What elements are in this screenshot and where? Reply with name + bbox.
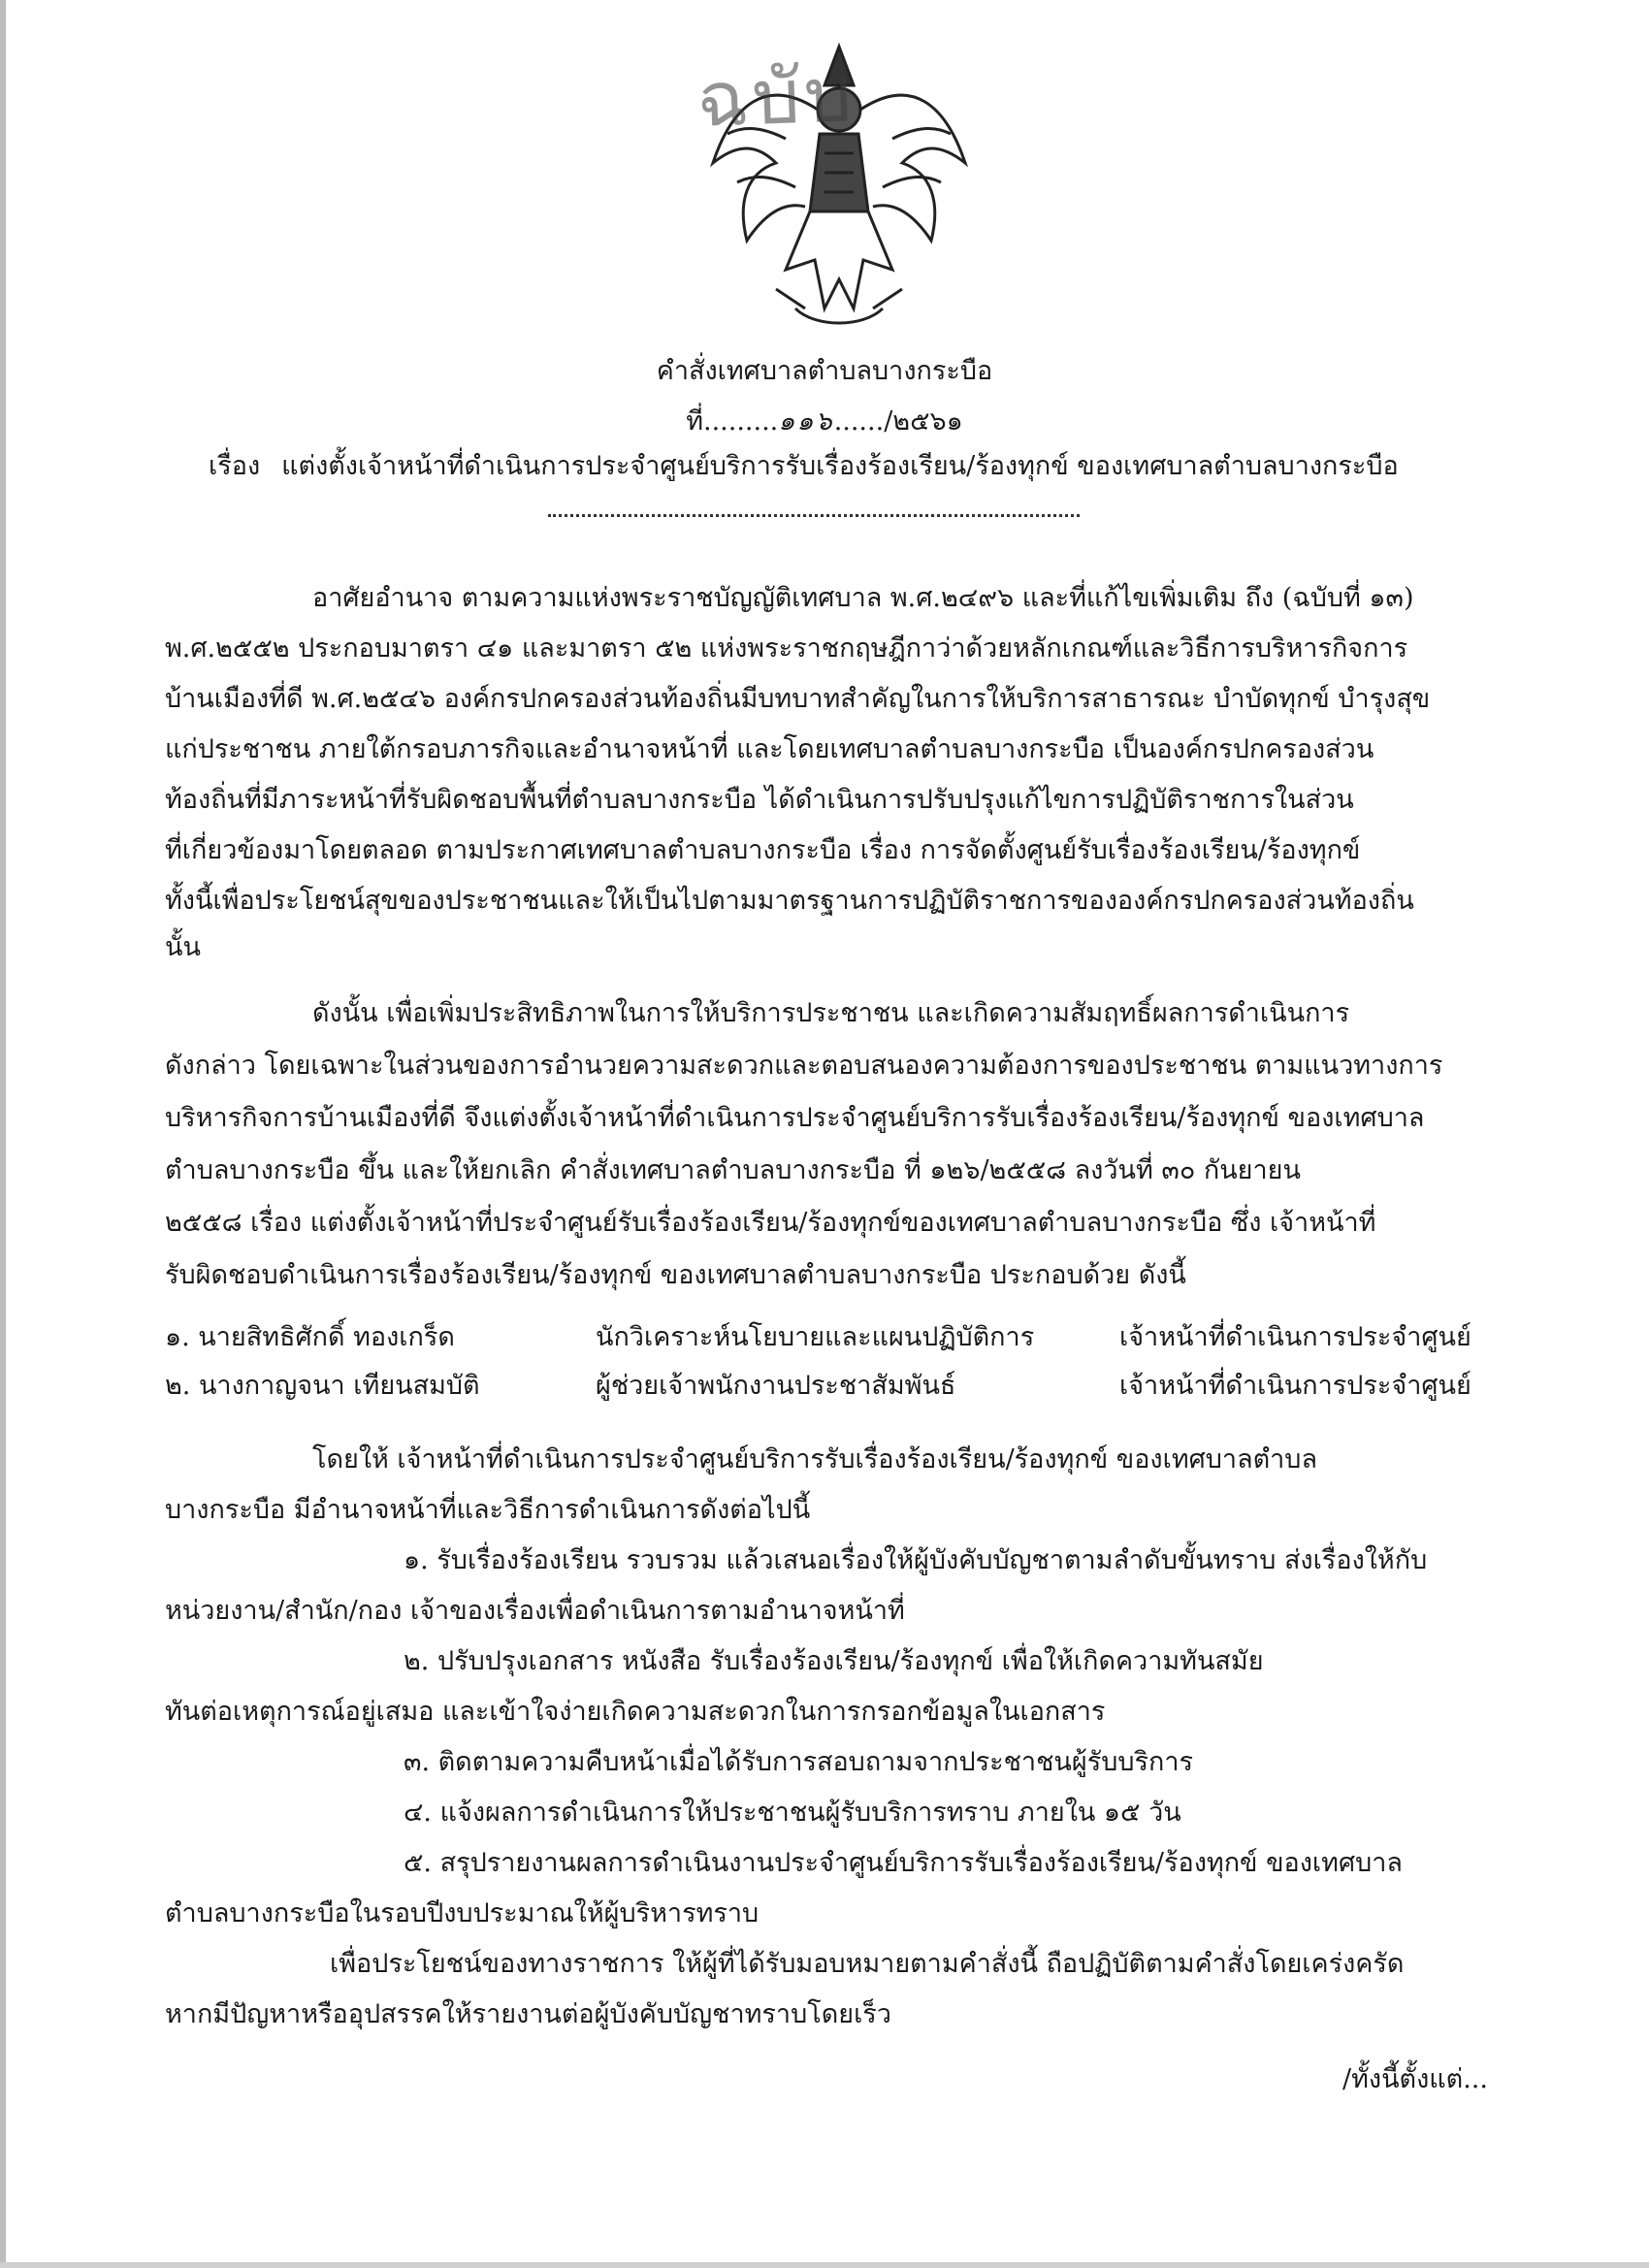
- scan-edge-left: [0, 0, 6, 2268]
- paragraph-line: บริหารกิจการบ้านเมืองที่ดี จึงแต่งตั้งเจ้าหน้าที่ดำเนินการประจำศูนย์บริการรับเรื่องร้องเรียน/ร้องทุกข์ ของเทศบาล: [165, 1103, 1425, 1133]
- order-year: /๒๕๖๑: [884, 406, 963, 437]
- staff-role: เจ้าหน้าที่ดำเนินการประจำศูนย์: [1119, 1371, 1471, 1401]
- duty-item: ๔. แจ้งผลการดำเนินการให้ประชาชนผู้รับบริการทราบ ภายใน ๑๕ วัน: [404, 1798, 1181, 1828]
- paragraph-line: ดังกล่าว โดยเฉพาะในส่วนของการอำนวยความสะดวกและตอบสนองความต้องการของประชาชน ตามแนวทางการ: [165, 1051, 1443, 1081]
- scan-edge-bottom: [0, 2262, 1649, 2268]
- paragraph-line: โดยให้ เจ้าหน้าที่ดำเนินการประจำศูนย์บริการรับเรื่องร้องเรียน/ร้องทุกข์ ของเทศบาลตำบล: [312, 1444, 1317, 1474]
- paragraph-line: บางกระบือ มีอำนาจหน้าที่และวิธีการดำเนินการดังต่อไปนี้: [165, 1495, 811, 1525]
- order-number-line: ที่.........๑๑๖....../๒๕๖๑: [686, 406, 963, 437]
- subject-label: เรื่อง: [209, 451, 261, 481]
- continuation-note: /ทั้งนี้ตั้งแต่...: [1342, 2064, 1488, 2094]
- order-number-prefix: ที่: [686, 406, 704, 437]
- paragraph-line: ที่เกี่ยวข้องมาโดยตลอด ตามประกาศเทศบาลตำบลบางกระบือ เรื่อง การจัดตั้งศูนย์รับเรื่องร้องเรียน/ร้องทุกข์: [165, 835, 1361, 865]
- duty-item: ๕. สรุปรายงานผลการดำเนินงานประจำศูนย์บริการรับเรื่องร้องเรียน/ร้องทุกข์ ของเทศบาล: [404, 1848, 1403, 1878]
- paragraph-line: นั้น: [165, 932, 201, 962]
- dotted-divider: [548, 514, 1080, 517]
- paragraph-line: แก่ประชาชน ภายใต้กรอบภารกิจและอำนาจหน้าที่ และโดยเทศบาลตำบลบางกระบือ เป็นองค์กรปกครองส่วน: [165, 734, 1374, 764]
- paragraph-line: บ้านเมืองที่ดี พ.ศ.๒๕๔๖ องค์กรปกครองส่วนท้องถิ่นมีบทบาทสำคัญในการให้บริการสาธารณะ บำบัดทุกข์ บำรุงสุข: [165, 684, 1431, 714]
- staff-role: เจ้าหน้าที่ดำเนินการประจำศูนย์: [1119, 1322, 1471, 1352]
- duty-item: ๑. รับเรื่องร้องเรียน รวบรวม แล้วเสนอเรื่องให้ผู้บังคับบัญชาตามลำดับขั้นทราบ ส่งเรื่องให้กับ: [404, 1545, 1428, 1575]
- paragraph-line: ดังนั้น เพื่อเพิ่มประสิทธิภาพในการให้บริการประชาชน และเกิดความสัมฤทธิ์ผลการดำเนินการ: [312, 998, 1350, 1028]
- paragraph-line: รับผิดชอบดำเนินการเรื่องร้องเรียน/ร้องทุกข์ ของเทศบาลตำบลบางกระบือ ประกอบด้วย ดังนี้: [165, 1260, 1186, 1290]
- paragraph-line: เพื่อประโยชน์ของทางราชการ ให้ผู้ที่ได้รับมอบหมายตามคำสั่งนี้ ถือปฏิบัติตามคำสั่งโดยเคร่งครัด: [330, 1949, 1405, 1979]
- paragraph-line: ตำบลบางกระบือ ขึ้น และให้ยกเลิก คำสั่งเทศบาลตำบลบางกระบือ ที่ ๑๒๖/๒๕๕๘ ลงวันที่ ๓๐ กันยายน: [165, 1155, 1301, 1185]
- staff-name: ๑. นายสิทธิศักดิ์ ทองเกร็ด: [165, 1322, 455, 1352]
- subject-line: [209, 444, 1399, 486]
- staff-position: นักวิเคราะห์นโยบายและแผนปฏิบัติการ: [596, 1322, 1035, 1352]
- duty-item: ๒. ปรับปรุงเอกสาร หนังสือ รับเรื่องร้องเรียน/ร้องทุกข์ เพื่อให้เกิดความทันสมัย: [404, 1646, 1264, 1676]
- paragraph-line: ท้องถิ่นที่มีภาระหน้าที่รับผิดชอบพื้นที่ตำบลบางกระบือ ได้ดำเนินการปรับปรุงแก้ไขการปฏิบัติราชการในส่วน: [165, 785, 1354, 815]
- paragraph-line: อาศัยอำนาจ ตามความแห่งพระราชบัญญัติเทศบาล พ.ศ.๒๔๙๖ และที่แก้ไขเพิ่มเติม ถึง (ฉบับที่ ๑๓): [312, 583, 1414, 613]
- duty-item-cont: หน่วยงาน/สำนัก/กอง เจ้าของเรื่องเพื่อดำเนินการตามอำนาจหน้าที่: [165, 1596, 905, 1626]
- paragraph-line: ๒๕๕๘ เรื่อง แต่งตั้งเจ้าหน้าที่ประจำศูนย์รับเรื่องร้องเรียน/ร้องทุกข์ของเทศบาลตำบลบางกระบือ ซึ่ง เจ้าหน้าที่: [165, 1208, 1376, 1238]
- duty-item-cont: ตำบลบางกระบือในรอบปีงบประมาณให้ผู้บริหารทราบ: [165, 1898, 760, 1928]
- paragraph-line: ทั้งนี้เพื่อประโยชน์สุขของประชาชนและให้เป็นไปตามมาตรฐานการปฏิบัติราชการขององค์กรปกครองส่วนท้องถิ่น: [165, 886, 1414, 916]
- staff-name: ๒. นางกาญจนา เทียนสมบัติ: [165, 1371, 480, 1401]
- paragraph-line: พ.ศ.๒๕๕๒ ประกอบมาตรา ๔๑ และมาตรา ๕๒ แห่งพระราชกฤษฎีกาว่าด้วยหลักเกณฑ์และวิธีการบริหารกิจการ: [165, 633, 1408, 664]
- copy-stamp: ฉบับ: [695, 51, 857, 145]
- order-number: ๑๑๖: [778, 406, 834, 437]
- order-title: คำสั่งเทศบาลตำบลบางกระบือ: [656, 356, 993, 386]
- subject-text: แต่งตั้งเจ้าหน้าที่ดำเนินการประจำศูนย์บริการรับเรื่องร้องเรียน/ร้องทุกข์ ของเทศบาลตำบลบางกระบือ: [281, 451, 1399, 481]
- staff-position: ผู้ช่วยเจ้าพนักงานประชาสัมพันธ์: [596, 1371, 956, 1401]
- duty-item-cont: ทันต่อเหตุการณ์อยู่เสมอ และเข้าใจง่ายเกิดความสะดวกในการกรอกข้อมูลในเอกสาร: [165, 1697, 1106, 1727]
- paragraph-line: หากมีปัญหาหรืออุปสรรคให้รายงานต่อผู้บังคับบัญชาทราบโดยเร็ว: [165, 1999, 891, 2029]
- duty-item: ๓. ติดตามความคืบหน้าเมื่อได้รับการสอบถามจากประชาชนผู้รับบริการ: [404, 1747, 1193, 1777]
